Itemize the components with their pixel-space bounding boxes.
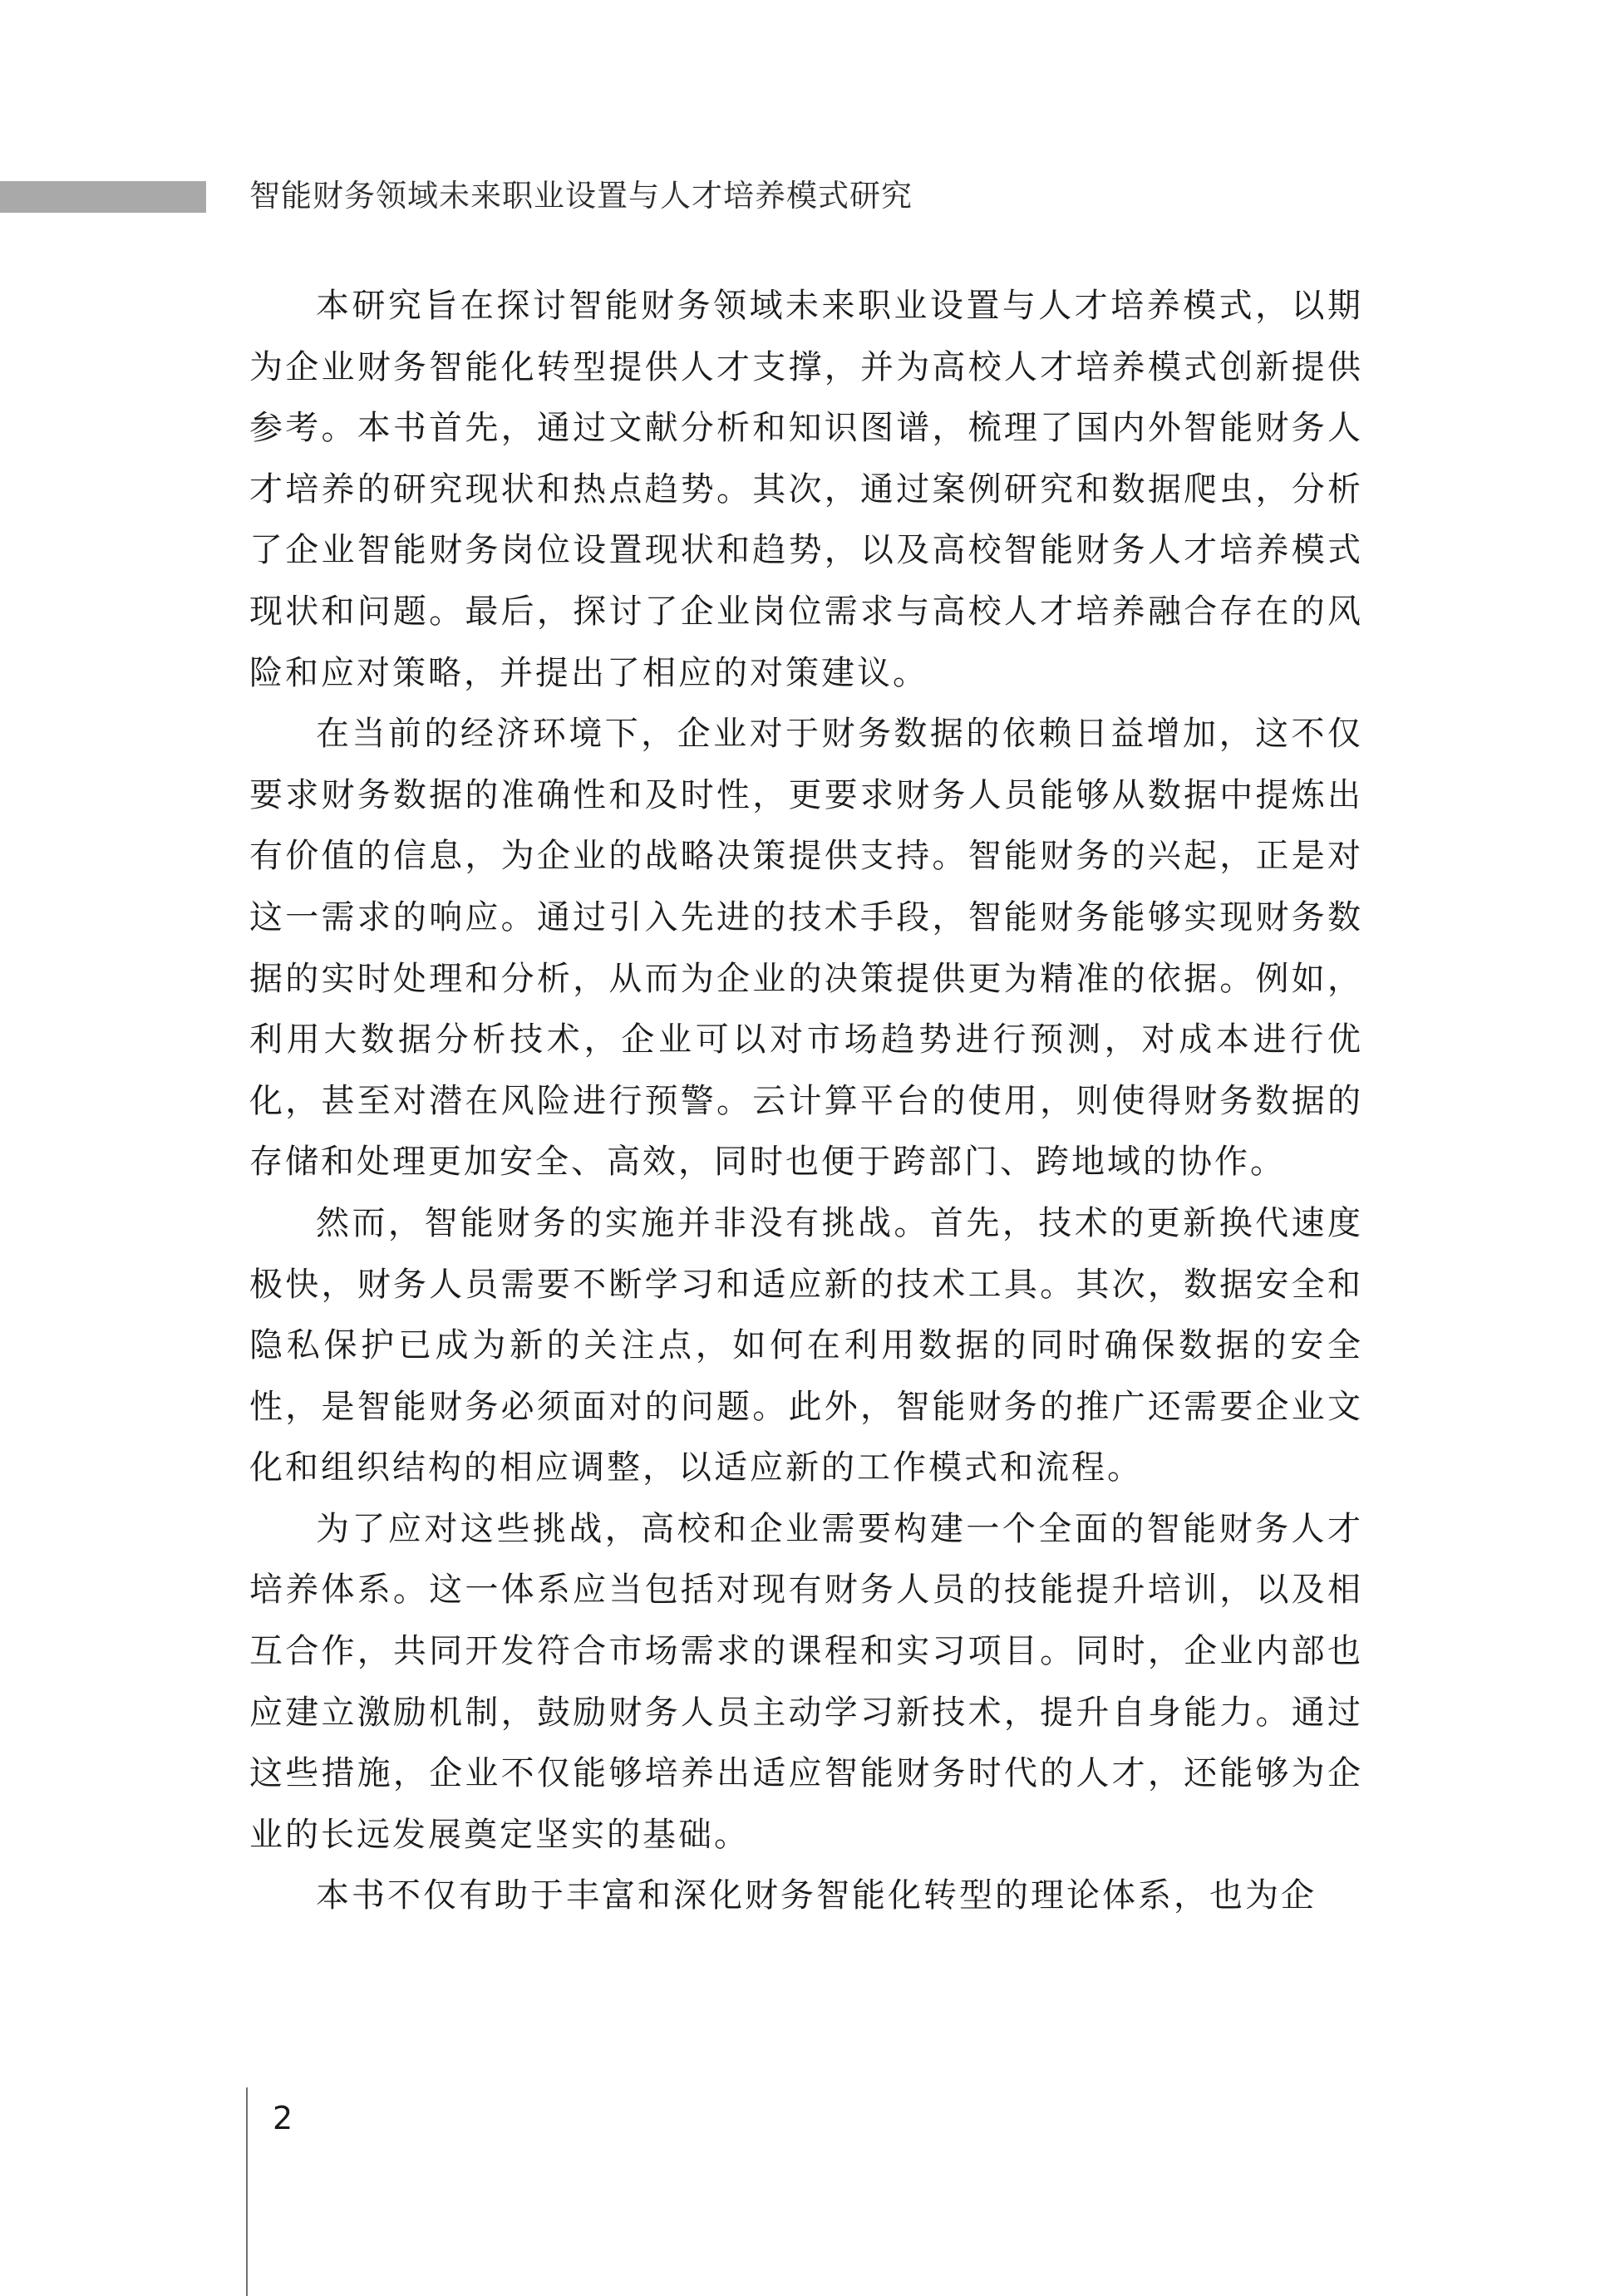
- paragraph-3: 然而，智能财务的实施并非没有挑战。首先，技术的更新换代速度极快，财务人员需要不断学习和适应新的技术工具。其次，数据安全和隐私保护已成为新的关注点，如何在利用数据的同时确保数据的安全性，是智能财务必须面对的问题。此外，智能财务的推广还需要企业文化和组织结构的相应调整，以适应新的工作模式和流程。: [249, 1203, 1363, 1487]
- paragraph-4: 为了应对这些挑战，高校和企业需要构建一个全面的智能财务人才培养体系。这一体系应当包括对现有财务人员的技能提升培训，以及相互合作，共同开发符合市场需求的课程和实习项目。同时，企业内部也应建立激励机制，鼓励财务人员主动学习新技术，提升自身能力。通过这些措施，企业不仅能够培养出适应智能财务时代的人才，还能够为企业的长远发展奠定坚实的基础。: [249, 1509, 1363, 1854]
- paragraph-5: 本书不仅有助于丰富和深化财务智能化转型的理论体系，也为企: [316, 1876, 1317, 1915]
- footer-vertical-rule: [246, 2087, 248, 2296]
- header-accent-bar: [0, 181, 206, 213]
- paragraph-2: 在当前的经济环境下，企业对于财务数据的依赖日益增加，这不仅要求财务数据的准确性和及时性，更要求财务人员能够从数据中提炼出有价值的信息，为企业的战略决策提供支持。智能财务的兴起，正是对这一需求的响应。通过引入先进的技术手段，智能财务能够实现财务数据的实时处理和分析，从而为企业的决策提供更为精准的依据。例如，利用大数据分析技术，企业可以对市场趋势进行预测，对成本进行优化，甚至对潜在风险进行预警。云计算平台的使用，则使得财务数据的存储和处理更加安全、高效，同时也便于跨部门、跨地域的协作。: [249, 715, 1363, 1182]
- body-text: [249, 276, 1363, 1927]
- paragraph-1: 本研究旨在探讨智能财务领域未来职业设置与人才培养模式，以期为企业财务智能化转型提供人才支撑，并为高校人才培养模式创新提供参考。本书首先，通过文献分析和知识图谱，梳理了国内外智能财务人才培养的研究现状和热点趋势。其次，通过案例研究和数据爬虫，分析了企业智能财务岗位设置现状和趋势，以及高校智能财务人才培养模式现状和问题。最后，探讨了企业岗位需求与高校人才培养融合存在的风险和应对策略，并提出了相应的对策建议。: [249, 287, 1363, 692]
- running-header-title: 智能财务领域未来职业设置与人才培养模式研究: [249, 178, 913, 214]
- page-number: 2: [273, 2100, 293, 2136]
